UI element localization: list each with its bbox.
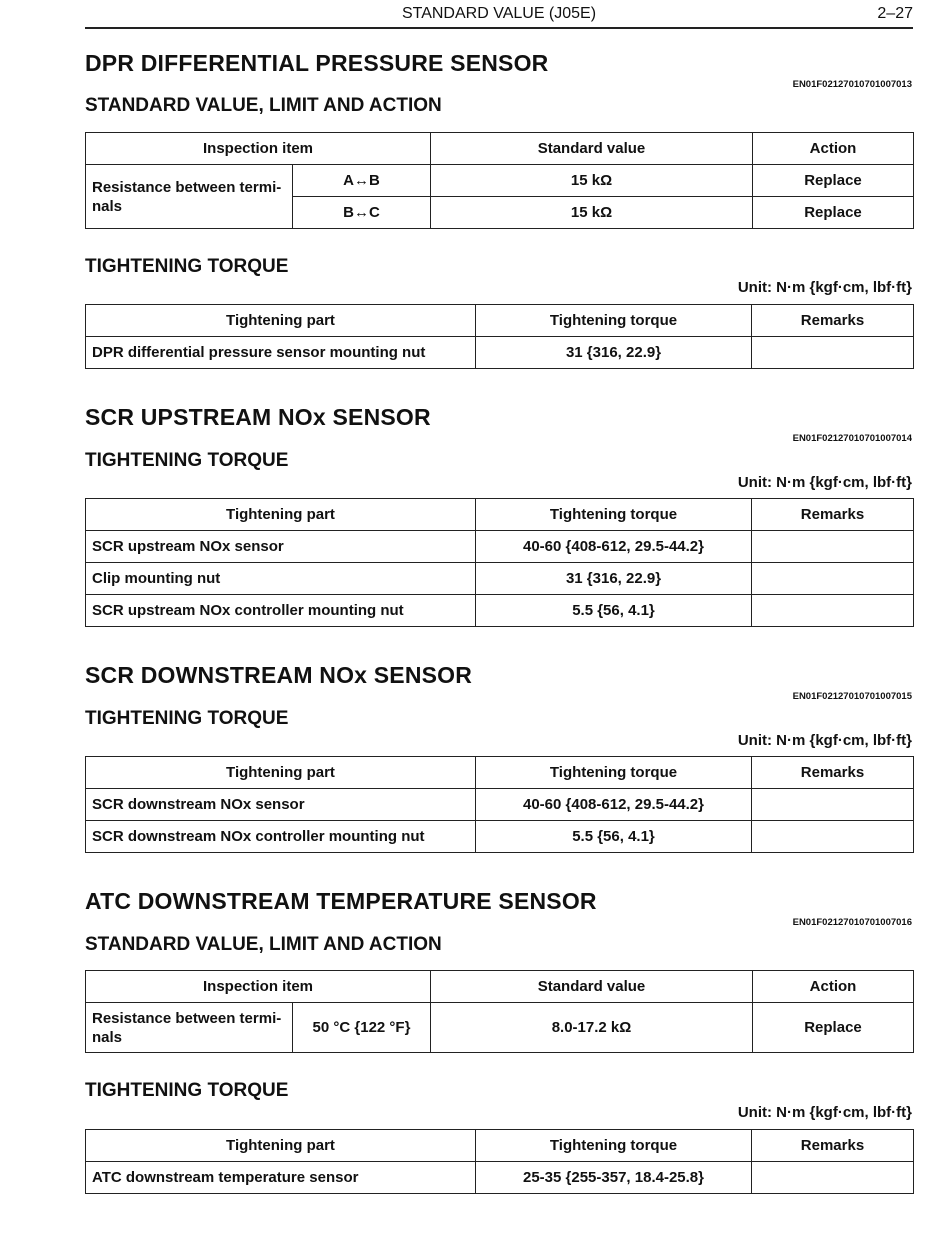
section-code-scr-downstream: EN01F02127010701007015 — [792, 691, 912, 702]
inspection-item-cell: Resistance between termi- nals — [86, 165, 293, 229]
section-title-scr-downstream: SCR DOWNSTREAM NOx SENSOR — [85, 662, 473, 688]
atc-standard-table — [85, 970, 914, 1053]
atc-torque-table — [85, 1129, 914, 1194]
remarks-cell — [752, 531, 914, 563]
part-cell: SCR upstream NOx sensor — [86, 531, 476, 563]
section-code-dpr: EN01F02127010701007013 — [792, 79, 912, 90]
subtitle-dpr-torque: TIGHTENING TORQUE — [85, 256, 289, 277]
remarks-cell — [752, 337, 914, 369]
col-header-inspection-item: Inspection item — [86, 133, 431, 165]
section-code-atc: EN01F02127010701007016 — [792, 917, 912, 928]
inspection-item-cell: Resistance between termi- nals — [86, 1003, 293, 1053]
table-row — [86, 1162, 914, 1194]
dpr-standard-table — [85, 132, 914, 229]
table-row — [86, 595, 914, 627]
section-title-atc: ATC DOWNSTREAM TEMPERATURE SENSOR — [85, 888, 597, 914]
col-header-action: Action — [753, 133, 914, 165]
table-row — [86, 531, 914, 563]
col-header-remarks: Remarks — [752, 1130, 914, 1162]
action-cell: Replace — [753, 197, 914, 229]
col-header-standard-value: Standard value — [431, 133, 753, 165]
col-header-remarks: Remarks — [752, 305, 914, 337]
terminals-cell: A↔B — [293, 165, 431, 197]
subtitle-scr-downstream-torque: TIGHTENING TORQUE — [85, 708, 289, 729]
torque-cell: 40-60 {408-612, 29.5-44.2} — [476, 789, 752, 821]
section-title-scr-upstream: SCR UPSTREAM NOx SENSOR — [85, 404, 431, 430]
unit-label: Unit: N·m {kgf·cm, lbf·ft} — [737, 279, 912, 296]
col-header-tightening-part: Tightening part — [86, 757, 476, 789]
subtitle-scr-upstream-torque: TIGHTENING TORQUE — [85, 450, 289, 471]
col-header-tightening-torque: Tightening torque — [476, 757, 752, 789]
subtitle-atc-torque: TIGHTENING TORQUE — [85, 1080, 289, 1101]
table-row — [86, 1003, 914, 1053]
action-cell: Replace — [753, 165, 914, 197]
unit-label: Unit: N·m {kgf·cm, lbf·ft} — [737, 474, 912, 491]
col-header-tightening-part: Tightening part — [86, 305, 476, 337]
table-row — [86, 563, 914, 595]
standard-value-cell: 15 kΩ — [431, 197, 753, 229]
part-cell: DPR differential pressure sensor mounting nut — [86, 337, 476, 369]
torque-cell: 31 {316, 22.9} — [476, 337, 752, 369]
remarks-cell — [752, 821, 914, 853]
table-row — [86, 789, 914, 821]
col-header-tightening-part: Tightening part — [86, 1130, 476, 1162]
col-header-remarks: Remarks — [752, 757, 914, 789]
torque-cell: 5.5 {56, 4.1} — [476, 595, 752, 627]
header-rule — [85, 27, 913, 29]
remarks-cell — [752, 595, 914, 627]
col-header-tightening-torque: Tightening torque — [476, 1130, 752, 1162]
remarks-cell — [752, 789, 914, 821]
part-cell: Clip mounting nut — [86, 563, 476, 595]
condition-cell: 50 °C {122 °F} — [293, 1003, 431, 1053]
scr-downstream-torque-table — [85, 756, 914, 853]
section-title-dpr: DPR DIFFERENTIAL PRESSURE SENSOR — [85, 50, 549, 76]
col-header-action: Action — [753, 971, 914, 1003]
col-header-tightening-torque: Tightening torque — [476, 305, 752, 337]
part-cell: SCR downstream NOx sensor — [86, 789, 476, 821]
torque-cell: 5.5 {56, 4.1} — [476, 821, 752, 853]
table-row — [86, 821, 914, 853]
scr-upstream-torque-table — [85, 498, 914, 627]
part-cell: SCR downstream NOx controller mounting nut — [86, 821, 476, 853]
page-number: 2–27 — [877, 5, 913, 22]
unit-label: Unit: N·m {kgf·cm, lbf·ft} — [737, 732, 912, 749]
table-row — [86, 337, 914, 369]
section-code-scr-upstream: EN01F02127010701007014 — [792, 433, 912, 444]
part-cell: SCR upstream NOx controller mounting nut — [86, 595, 476, 627]
remarks-cell — [752, 563, 914, 595]
table-row — [86, 165, 914, 197]
col-header-tightening-part: Tightening part — [86, 499, 476, 531]
subtitle-atc-standard: STANDARD VALUE, LIMIT AND ACTION — [85, 934, 442, 955]
terminals-cell: B↔C — [293, 197, 431, 229]
col-header-standard-value: Standard value — [431, 971, 753, 1003]
subtitle-dpr-standard: STANDARD VALUE, LIMIT AND ACTION — [85, 95, 442, 116]
action-cell: Replace — [753, 1003, 914, 1053]
remarks-cell — [752, 1162, 914, 1194]
col-header-remarks: Remarks — [752, 499, 914, 531]
col-header-inspection-item: Inspection item — [86, 971, 431, 1003]
torque-cell: 25-35 {255-357, 18.4-25.8} — [476, 1162, 752, 1194]
standard-value-cell: 8.0-17.2 kΩ — [431, 1003, 753, 1053]
torque-cell: 31 {316, 22.9} — [476, 563, 752, 595]
dpr-torque-table — [85, 304, 914, 369]
torque-cell: 40-60 {408-612, 29.5-44.2} — [476, 531, 752, 563]
part-cell: ATC downstream temperature sensor — [86, 1162, 476, 1194]
col-header-tightening-torque: Tightening torque — [476, 499, 752, 531]
page-header-title: STANDARD VALUE (J05E) — [401, 5, 597, 22]
unit-label: Unit: N·m {kgf·cm, lbf·ft} — [737, 1104, 912, 1121]
standard-value-cell: 15 kΩ — [431, 165, 753, 197]
